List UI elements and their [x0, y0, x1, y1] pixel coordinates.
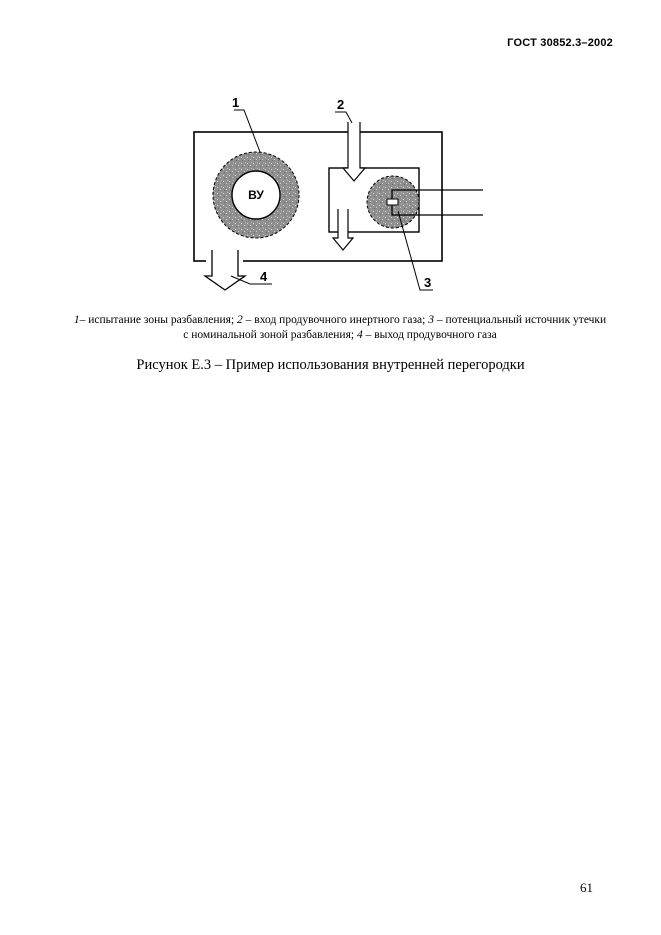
callout-1: 1: [232, 95, 240, 110]
figure-caption: Рисунок Е.3 – Пример использования внутренней перегородки: [136, 357, 525, 373]
legend-text-2: – вход продувочного инертного газа;: [242, 314, 429, 326]
legend-num-4: 4: [356, 329, 363, 341]
legend-text-3: – потенциальный источник утечки с номинальной зоной разбавления;: [183, 314, 607, 341]
outlet-arrow: [205, 250, 245, 290]
callout-4: 4: [260, 269, 268, 284]
legend-num-3: 3: [428, 314, 434, 326]
page-number: 61: [580, 880, 593, 895]
legend-num-2: 2: [237, 314, 243, 326]
leader-1: [234, 110, 260, 152]
figure-legend: [70, 313, 610, 343]
leak-source: [387, 199, 398, 205]
inlet-arrow: [343, 122, 365, 181]
legend-num-1: 1: [73, 314, 80, 326]
internal-flow-arrow: [333, 209, 353, 250]
source-label: ВУ: [248, 188, 264, 202]
legend-text-1: – испытание зоны разбавления;: [79, 314, 238, 326]
callout-3: 3: [424, 275, 432, 290]
standard-code: ГОСТ 30852.3–2002: [507, 37, 613, 49]
leader-2: [335, 112, 352, 123]
legend-text-4: – выход продувочного газа: [362, 329, 497, 341]
callout-2: 2: [337, 97, 345, 112]
partition-diagram: [0, 0, 661, 310]
